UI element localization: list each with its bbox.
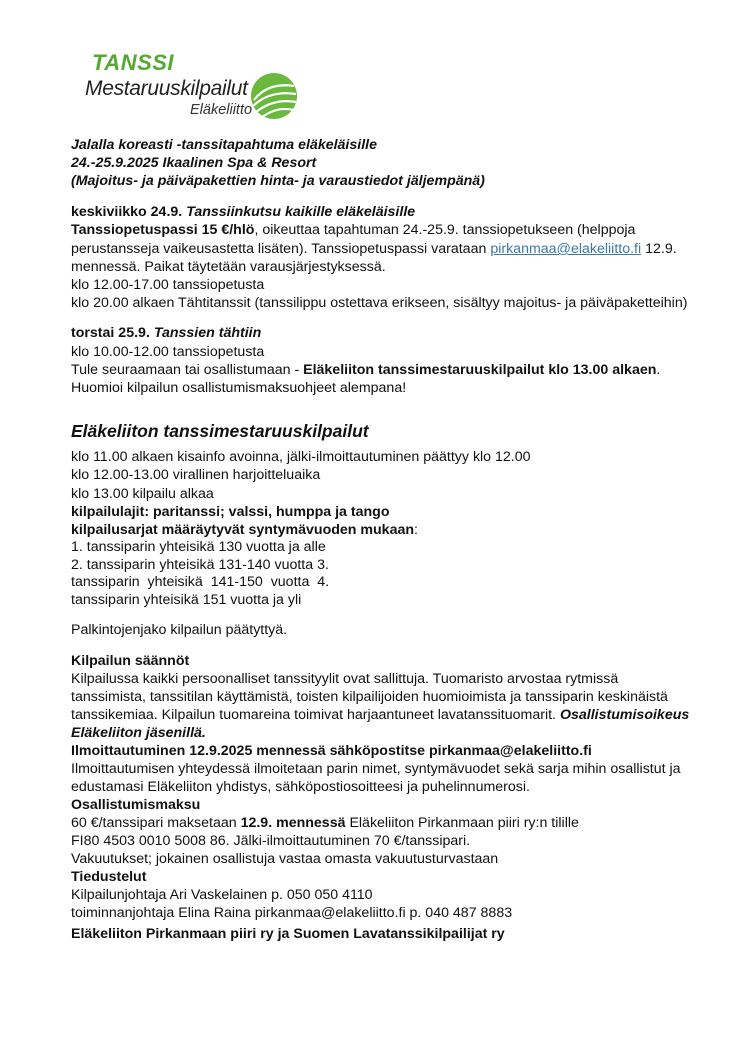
wednesday-title: Tanssiinkutsu kaikille eläkeläisille: [186, 204, 416, 220]
logo-globe-icon: [248, 70, 298, 122]
thursday-line-2-start: Tule seuraamaan tai osallistumaan -: [71, 362, 300, 378]
registration-line-2: edustamasi Eläkeliiton yhdistys, sähköpostiosoitteesi ja puhelinnumerosi.: [71, 779, 530, 795]
series-item: 2. tanssiparin yhteisikä 131-140 vuotta 3.: [71, 557, 329, 573]
competition-disciplines: kilpailulajit: paritanssi; valssi, humppa ja tango: [71, 504, 390, 520]
competition-line-2: klo 12.00-13.00 virallinen harjoitteluaika: [71, 467, 321, 483]
series-item: 1. tanssiparin yhteisikä 130 vuotta ja alle: [71, 539, 326, 555]
thursday-line-2-end: .: [656, 362, 661, 378]
wednesday-line-3: mennessä. Paikat täytetään varausjärjestyksessä.: [71, 259, 386, 275]
wednesday-line-2: [71, 240, 677, 258]
intro-line-2: 24.-25.9.2025 Ikaalinen Spa & Resort: [71, 155, 317, 171]
series-heading-text: kilpailusarjat määräytyvät syntymävuoden mukaan: [71, 522, 415, 538]
rules-line-3-text: tanssikemiaa. Kilpailun tuomareina toimivat harjaantuneet lavatanssituomarit.: [71, 707, 556, 723]
pass-price: Tanssiopetuspassi 15 €/hlö: [71, 222, 255, 238]
competition-line-3: klo 13.00 kilpailu alkaa: [71, 486, 214, 502]
competition-line-1: klo 11.00 alkaen kisainfo avoinna, jälki-ilmoittautuminen päättyy klo 12.00: [71, 449, 531, 465]
intro-line-3: (Majoitus- ja päiväpakettien hinta- ja varaustiedot jäljempänä): [71, 173, 485, 189]
fee-line-1-end: Eläkeliiton Pirkanmaan piiri ry:n tilille: [349, 815, 579, 831]
organizers: Eläkeliiton Pirkanmaan piiri ry ja Suomen Lavatanssikilpailijat ry: [71, 926, 505, 942]
series-item: tanssiparin yhteisikä 141-150 vuotta 4.: [71, 574, 330, 590]
intro-line-1: Jalalla koreasti -tanssitapahtuma eläkeläisille: [71, 137, 377, 153]
contact-line-2: toiminnanjohtaja Elina Raina pirkanmaa@elakeliitto.fi p. 040 487 8883: [71, 905, 513, 921]
thursday-line-1: klo 10.00-12.00 tanssiopetusta: [71, 344, 265, 360]
contact-line-1: Kilpailunjohtaja Ari Vaskelainen p. 050 050 4110: [71, 887, 373, 903]
rules-line-3-eligibility: Osallistumisoikeus: [559, 707, 690, 723]
series-item: tanssiparin yhteisikä 151 vuotta ja yli: [71, 592, 302, 608]
wednesday-line-2-text: perustansseja vaikeusastetta lisäten). Tanssiopetuspassi varataan: [71, 241, 487, 257]
registration-heading: Ilmoittautuminen 12.9.2025 mennessä sähköpostitse pirkanmaa@elakeliitto.fi: [71, 743, 592, 759]
logo-subtitle: Mestaruuskilpailut: [85, 77, 248, 100]
wednesday-pass: [71, 221, 635, 239]
competition-series-heading: [71, 521, 418, 539]
fee-line-3: Vakuutukset; jokainen osallistuja vastaa omasta vakuutusturvastaan: [71, 851, 499, 867]
thursday-day: torstai 25.9.: [71, 325, 150, 341]
fee-heading: Osallistumismaksu: [71, 797, 201, 813]
thursday-title: Tanssien tähtiin: [153, 325, 262, 341]
wednesday-line-2-end: 12.9.: [645, 241, 677, 257]
wednesday-heading: [71, 203, 415, 221]
fee-line-1-start: 60 €/tanssipari maksetaan: [71, 815, 237, 831]
wednesday-day: keskiviikko 24.9.: [71, 204, 183, 220]
rules-line-3: [71, 706, 689, 724]
registration-line-1: Ilmoittautumisen yhteydessä ilmoitetaan parin nimet, syntymävuodet sekä sarja mihin osallistut ja: [71, 761, 681, 777]
thursday-heading: [71, 324, 261, 342]
pass-text: , oikeuttaa tapahtuman 24.-25.9. tanssiopetukseen (helppoja: [254, 222, 636, 238]
series-heading-colon: :: [414, 522, 418, 538]
fee-deadline: 12.9. mennessä: [240, 815, 346, 831]
wednesday-line-5: klo 20.00 alkaen Tähtitanssit (tanssilippu ostettava erikseen, sisältyy majoitus- ja päiväpaketteihin): [71, 295, 688, 311]
thursday-line-2: [71, 361, 660, 379]
thursday-line-3: Huomioi kilpailun osallistumismaksuohjeet alempana!: [71, 380, 407, 396]
fee-line-2: FI80 4503 0010 5008 86. Jälki-ilmoittautuminen 70 €/tanssipari.: [71, 833, 471, 849]
awards-text: Palkintojenjako kilpailun päätyttyä.: [71, 622, 288, 638]
logo-title: TANSSI: [92, 50, 175, 75]
rules-line-2: tanssimista, tanssitilan käyttämistä, toisten kilpailijoiden huomioimista ja tanssiparin keskinäistä: [71, 689, 668, 705]
rules-heading: Kilpailun säännöt: [71, 653, 190, 669]
thursday-line-2-bold: Eläkeliiton tanssimestaruuskilpailut klo 13.00 alkaen: [303, 362, 657, 378]
logo-org: Eläkeliitto: [190, 102, 253, 118]
rules-line-1: Kilpailussa kaikki persoonalliset tanssityylit ovat sallittuja. Tuomaristo arvostaa rytmissä: [71, 671, 619, 687]
email-link[interactable]: pirkanmaa@elakeliitto.fi: [490, 241, 642, 257]
fee-line-1: [71, 814, 579, 832]
competition-heading: Eläkeliiton tanssimestaruuskilpailut: [71, 421, 369, 441]
wednesday-line-4: klo 12.00-17.00 tanssiopetusta: [71, 277, 265, 293]
rules-line-4: Eläkeliiton jäsenillä.: [71, 725, 206, 741]
contact-heading: Tiedustelut: [71, 869, 147, 885]
